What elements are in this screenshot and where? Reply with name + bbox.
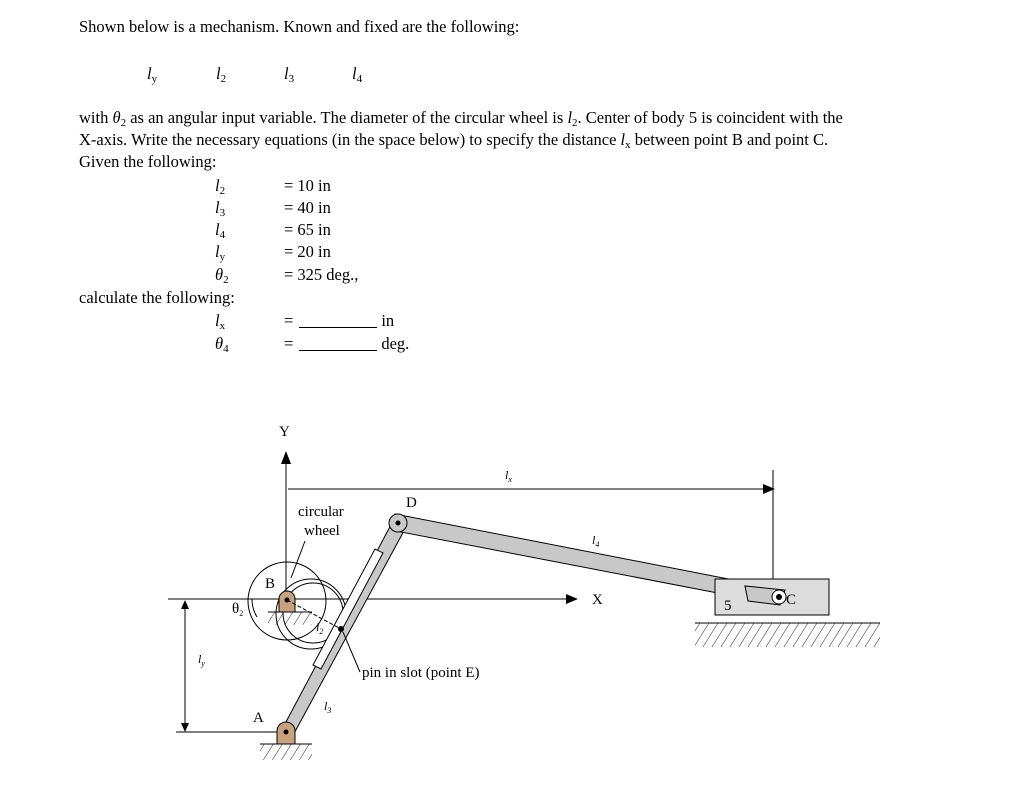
point-c-label: C <box>786 592 797 608</box>
given-value: = 20 in <box>284 242 331 261</box>
ly-dimension <box>176 600 282 732</box>
pivot-b <box>279 591 295 612</box>
calc-symbol: $l_x$ <box>215 311 226 332</box>
x-axis-label: X <box>592 592 603 608</box>
lx-label: $l_x$ <box>505 468 512 484</box>
theta2-label: $\theta_2$ <box>232 601 244 618</box>
given-symbol: $l_y$ <box>215 242 226 263</box>
wheel-label-2: wheel <box>304 523 340 539</box>
paragraph-line-1: with $\theta_2$ as an angular input variable. The diameter of the circular wheel is $l_2$. Center of body 5 is coincident with the <box>79 108 843 129</box>
pin-leader <box>343 632 360 672</box>
calc-symbol: $\theta_4$ <box>215 334 229 355</box>
given-symbol: $l_3$ <box>215 198 226 219</box>
given-symbol: $l_2$ <box>215 176 226 197</box>
wheel-label-1: circular <box>298 504 344 520</box>
ground-c <box>695 623 880 647</box>
given-value: = 40 in <box>284 198 331 217</box>
calc-answer-line[interactable]: = in <box>284 311 395 330</box>
pivot-a <box>277 722 295 744</box>
l3-label: $l_3$ <box>324 699 332 715</box>
ground-b <box>268 612 312 625</box>
point-b-label: B <box>265 576 276 592</box>
wheel-leader <box>291 541 305 578</box>
given-value: = 325 deg., <box>284 265 359 284</box>
y-axis <box>281 451 291 600</box>
point-d-label: D <box>406 495 417 511</box>
given-symbol: $\theta_2$ <box>215 265 229 286</box>
x-axis <box>168 594 578 604</box>
given-symbol: $l_4$ <box>215 220 226 241</box>
pin-d-dot <box>396 521 401 526</box>
calc-heading: calculate the following: <box>79 288 235 307</box>
pin-e <box>338 626 344 632</box>
pin-c-dot <box>776 594 782 600</box>
calc-answer-line[interactable]: = deg. <box>284 334 410 353</box>
known-l4: $l_4$ <box>352 64 363 85</box>
l4-label: $l_4$ <box>592 533 600 549</box>
y-axis-label: Y <box>279 424 290 440</box>
paragraph-line-2: X-axis. Write the necessary equations (in the space below) to specify the distance $l_x$ between point B and point C. <box>79 130 829 151</box>
pin-label: pin in slot (point E) <box>362 665 480 681</box>
given-value: = 65 in <box>284 220 331 239</box>
body-5-label: 5 <box>724 598 732 614</box>
known-l2: $l_2$ <box>216 64 227 85</box>
given-heading: Given the following: <box>79 152 217 171</box>
point-a-label: A <box>253 710 264 726</box>
intro-text: Shown below is a mechanism. Known and fixed are the following: <box>79 17 520 36</box>
lx-dimension <box>288 470 775 580</box>
theta2-arc <box>252 599 257 617</box>
given-value: = 10 in <box>284 176 331 195</box>
known-ly: $l_y$ <box>147 64 158 85</box>
known-l3: $l_3$ <box>284 64 295 85</box>
ground-a <box>260 744 312 760</box>
ly-label: $l_y$ <box>198 652 205 668</box>
l2-label: $l_2$ <box>316 620 324 636</box>
